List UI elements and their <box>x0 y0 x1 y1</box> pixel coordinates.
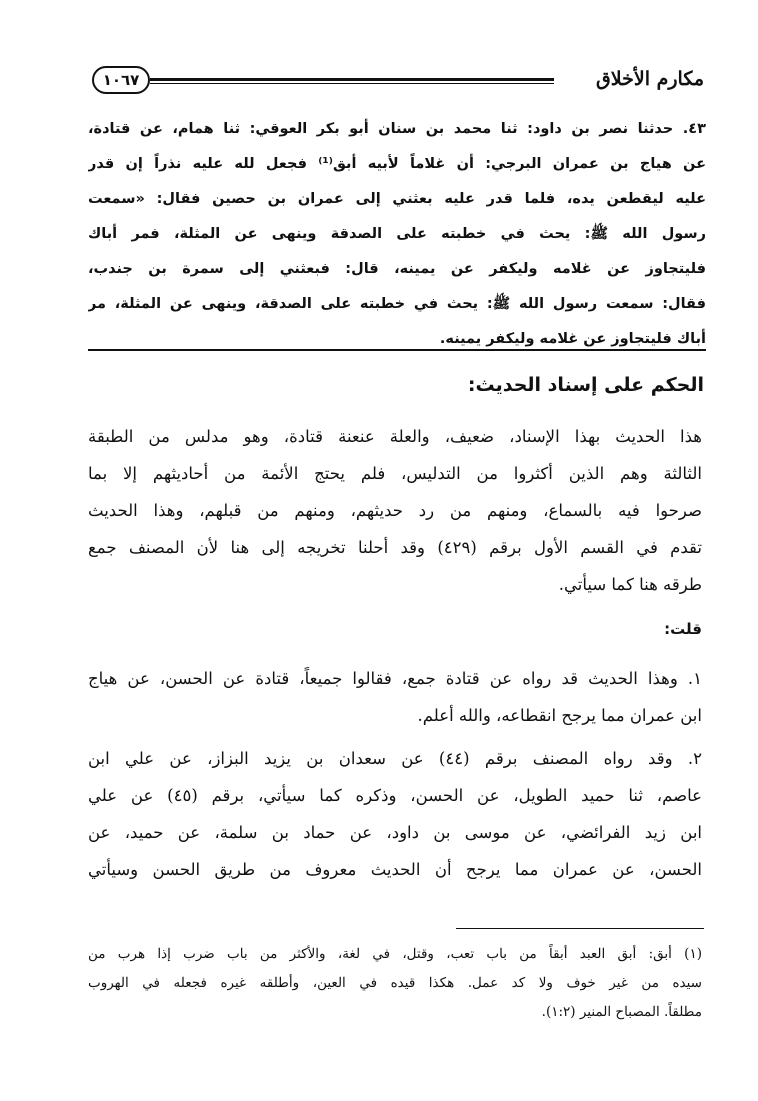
footnote-line: (١) أبق: أبق العبد أبقاً من باب تعب، وقتل، في لغة، والأكثر من باب ضرب إذا هرب من <box>88 946 702 962</box>
paragraph-line: ابن زيد الفرائضي، عن موسى بن داود، عن حماد بن سلمة، عن حميد، عن <box>88 823 702 842</box>
page-number-badge: ١٠٦٧ <box>92 66 150 94</box>
header-rule-thin <box>150 83 554 84</box>
paragraph-line: ابن عمران مما يرجح انقطاعه، والله أعلم. <box>417 706 702 725</box>
paragraph-line: الثالثة وهم الذين أكثروا من التدليس، فلم يحتج الأئمة من أحاديثهم إلا بما <box>88 464 702 483</box>
footnote-rule <box>456 928 704 929</box>
paragraph-line: عاصم، ثنا حميد الطويل، عن الحسن، وذكره كما سيأتي، برقم (٤٥) عن علي <box>88 786 702 805</box>
list-item-1 <box>88 660 702 734</box>
ruling-paragraph <box>88 418 702 603</box>
qult-label: قلت: <box>664 620 702 638</box>
header-rule-thick <box>150 78 554 81</box>
footnote <box>88 940 702 1027</box>
section-heading: الحكم على إسناد الحديث: <box>467 374 704 396</box>
hadith-line: أباك فليتجاوز عن غلامه وليكفر يمينه. <box>439 331 706 347</box>
hadith-line: ٤٣. حدثنا نصر بن داود: ثنا محمد بن سنان أبو بكر العوقي: ثنا همام، عن قتادة، <box>88 121 706 137</box>
header-rule <box>150 78 554 87</box>
hadith-line: رسول الله ﷺ: يحث في خطبته على الصدقة وينهى عن المثلة، فمر أباك <box>88 226 706 242</box>
list-item-2 <box>88 740 702 888</box>
hadith-line: عليه ليقطعن يده، فلما قدر عليه بعثني إلى عمران بن حصين فقال: «سمعت <box>88 191 706 207</box>
paragraph-line: ١. وهذا الحديث قد رواه عن قتادة جمع، فقالوا جميعاً، قتادة عن الحسن، عن هياج <box>88 669 702 688</box>
hadith-line: عن هياج بن عمران البرجي: أن غلاماً لأبيه أبق⁽¹⁾ فجعل لله عليه نذراً إن قدر <box>88 156 706 172</box>
paragraph-line: تقدم في القسم الأول برقم (٤٢٩) وقد أحلنا تخريجه إلى هنا لأن المصنف جمع <box>88 538 702 557</box>
footnote-line: مطلقاً. المصباح المنير (١:٢). <box>541 1004 702 1020</box>
hadith-line: فقال: سمعت رسول الله ﷺ: يحث في خطبته على الصدقة، وينهى عن المثلة، مر <box>88 296 706 312</box>
hadith-text <box>88 112 706 357</box>
header-title: مكارم الأخلاق <box>596 68 704 90</box>
section-divider <box>88 349 706 351</box>
paragraph-line: طرقه هنا كما سيأتي. <box>558 575 702 594</box>
paragraph-line: هذا الحديث بهذا الإسناد، ضعيف، والعلة عنعنة قتادة، وهو مدلس من الطبقة <box>88 427 702 446</box>
paragraph-line: ٢. وقد رواه المصنف برقم (٤٤) عن سعدان بن يزيد البزاز، عن علي ابن <box>88 749 702 768</box>
hadith-line: فليتجاوز عن غلامه وليكفر عن يمينه، قال: فبعثني إلى سمرة بن جندب، <box>88 261 706 277</box>
paragraph-line: الحسن، عن عمران مما يرجح أن الحديث معروف من طريق الحسن وسيأتي <box>88 860 702 879</box>
paragraph-line: صرحوا فيه بالسماع، ومنهم من رد حديثهم، ومنهم من قبلهم، وهذا الحديث <box>88 501 702 520</box>
running-header <box>92 62 704 102</box>
footnote-line: سيده من غير خوف ولا كد عمل. هكذا قيده في العين، وأطلقه غيره فجعله في الهروب <box>88 975 702 991</box>
